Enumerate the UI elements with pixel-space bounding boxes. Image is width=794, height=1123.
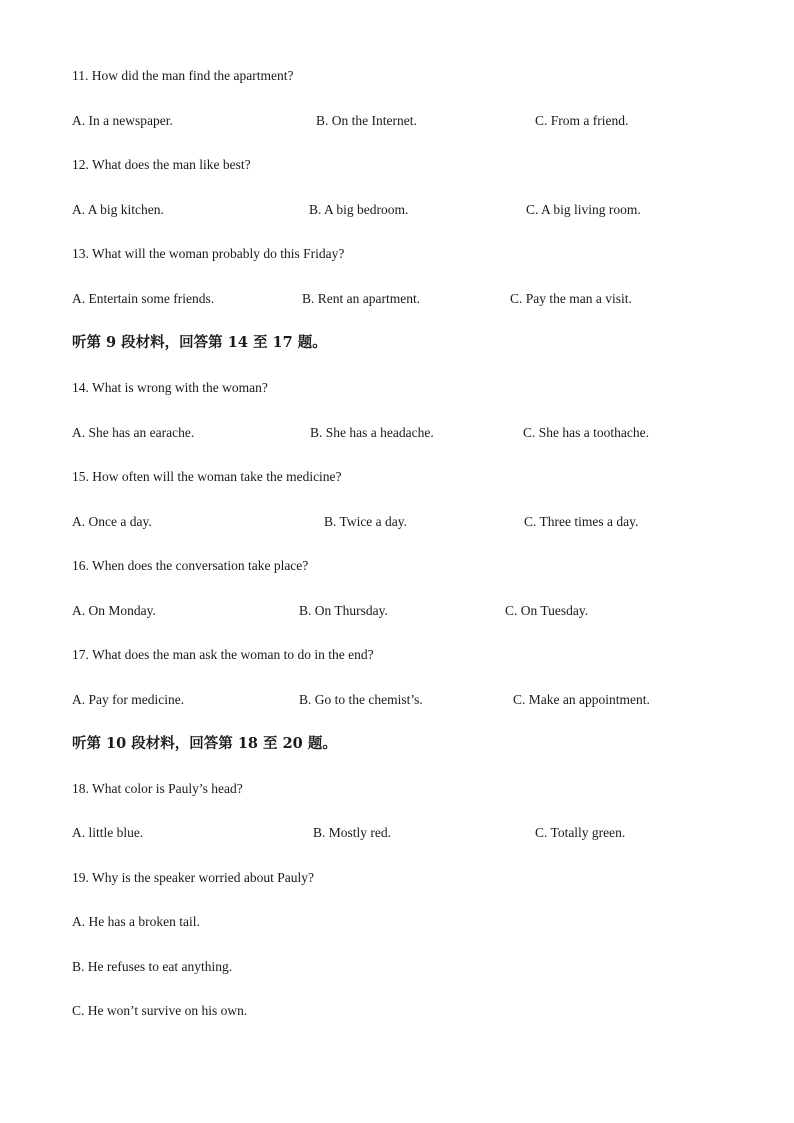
option-c: C. Totally green.: [535, 825, 626, 840]
option-a: A. Entertain some friends.: [72, 291, 215, 306]
question-17: 17. What does the man ask the woman to do in the end?: [72, 647, 374, 662]
option-b: B. Twice a day.: [324, 514, 408, 529]
option-a: A. Pay for medicine.: [72, 692, 185, 707]
question-12: 12. What does the man like best?: [72, 157, 251, 172]
option-c: C. She has a toothache.: [523, 425, 649, 440]
option-c: C. From a friend.: [535, 113, 629, 128]
option-b: B. On the Internet.: [316, 113, 417, 128]
option-a: A. A big kitchen.: [72, 202, 164, 217]
option-a: A. Once a day.: [72, 514, 152, 529]
question-13: 13. What will the woman probably do this Friday?: [72, 246, 345, 261]
question-16: 16. When does the conversation take place?: [72, 558, 309, 573]
question-11: 11. How did the man find the apartment?: [72, 68, 294, 83]
option-a: A. He has a broken tail.: [72, 914, 200, 929]
section-heading-10: 听第 10 段材料，回答第 18 至 20 题。: [72, 735, 337, 752]
option-b: B. He refuses to eat anything.: [72, 959, 233, 974]
option-b: B. Rent an apartment.: [302, 291, 421, 306]
question-14: 14. What is wrong with the woman?: [72, 380, 268, 395]
option-b: B. A big bedroom.: [309, 202, 409, 217]
option-c: C. Make an appointment.: [513, 692, 650, 707]
option-b: B. Go to the chemist’s.: [299, 692, 423, 707]
option-b: B. Mostly red.: [313, 825, 392, 840]
option-c: C. On Tuesday.: [505, 603, 589, 618]
option-a: A. little blue.: [72, 825, 144, 840]
option-c: C. Three times a day.: [524, 514, 639, 529]
section-heading-9: 听第 9 段材料，回答第 14 至 17 题。: [72, 334, 327, 351]
option-a: A. In a newspaper.: [72, 113, 173, 128]
question-19: 19. Why is the speaker worried about Pauly?: [72, 870, 314, 885]
question-18: 18. What color is Pauly’s head?: [72, 781, 243, 796]
option-b: B. She has a headache.: [310, 425, 434, 440]
option-c: C. A big living room.: [526, 202, 641, 217]
option-a: A. On Monday.: [72, 603, 156, 618]
option-c: C. He won’t survive on his own.: [72, 1003, 248, 1018]
option-c: C. Pay the man a visit.: [510, 291, 632, 306]
question-15: 15. How often will the woman take the medicine?: [72, 469, 342, 484]
option-a: A. She has an earache.: [72, 425, 195, 440]
option-b: B. On Thursday.: [299, 603, 388, 618]
